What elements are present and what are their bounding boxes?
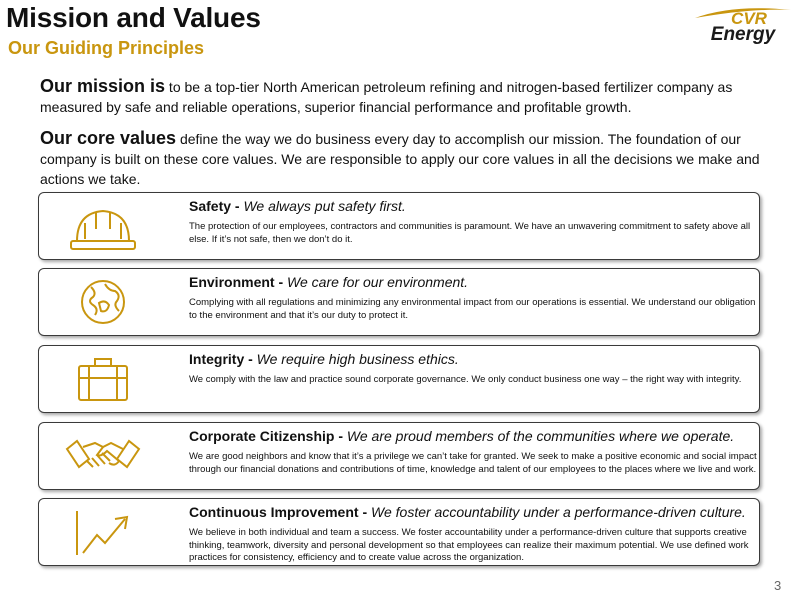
page-title: Mission and Values: [6, 2, 261, 33]
value-name: Safety -: [189, 198, 244, 214]
cvr-energy-logo: [693, 4, 793, 44]
value-motto: We foster accountability under a performance-driven culture.: [371, 504, 746, 520]
trend-up-icon: [63, 505, 143, 559]
mission-statement: [40, 76, 760, 117]
briefcase-icon: [63, 352, 143, 406]
value-description: We comply with the law and practice sound corporate governance. We only conduct business one way – the right way with integrity.: [189, 374, 742, 385]
page-number: 3: [774, 578, 782, 593]
value-motto: We are proud members of the communities where we operate.: [346, 428, 735, 444]
value-card-safety: [38, 192, 760, 260]
handshake-icon: [63, 429, 143, 483]
value-name: Corporate Citizenship -: [189, 428, 347, 444]
mission-text: to be a top-tier North American petroleum refining and nitrogen-based fertilizer company as measured by safe and reliable operations, superior financial performance and profitable growth.: [40, 79, 733, 115]
page-subtitle: Our Guiding Principles: [8, 38, 205, 58]
value-description: We are good neighbors and know that it’s a privilege we can’t take for granted. We seek to make a positive economic and social impact through our financial donations and contributions of time, knowledge and talent of our employees to the places where we live and work.: [189, 451, 757, 475]
core-values-statement: [40, 128, 760, 189]
value-card-environment: [38, 268, 760, 336]
logo-text-energy: Energy: [710, 24, 776, 44]
value-description: Complying with all regulations and minimizing any environmental impact from our operations is essential. We understand our obligation to the environment and that it’s our duty to protect it.: [189, 297, 756, 321]
value-description: We believe in both individual and team a success. We foster accountability under a performance-driven culture that supports creative thinking, teamwork, diversity and personal development so that employees can realize their maximum potential. We use defined work practices for consistency, efficiency and to create value across the organization.: [189, 527, 749, 563]
value-motto: We care for our environment.: [287, 274, 469, 290]
value-motto: We require high business ethics.: [256, 351, 459, 367]
value-card-corporate-citizenship: [38, 422, 760, 490]
value-description: The protection of our employees, contractors and communities is paramount. We have an unwavering commitment to safety above all else. If it’s not safe, then we don’t do it.: [189, 221, 751, 245]
globe-icon: [63, 275, 143, 329]
values-text: define the way we do business every day to accomplish our mission. The foundation of our company is built on these core values. We are responsible to apply our core values in all the decisions we make and actions we take.: [40, 131, 760, 187]
value-name: Integrity -: [189, 351, 257, 367]
value-card-continuous-improvement: [38, 498, 760, 566]
value-motto: We always put safety first.: [243, 198, 406, 214]
mission-lead: Our mission is: [40, 76, 166, 96]
value-name: Continuous Improvement -: [189, 504, 371, 520]
value-name: Environment -: [189, 274, 288, 290]
values-lead: Our core values: [40, 128, 177, 148]
logo-text-cvr: CVR: [731, 9, 767, 28]
value-card-integrity: [38, 345, 760, 413]
hard-hat-icon: [63, 199, 143, 253]
